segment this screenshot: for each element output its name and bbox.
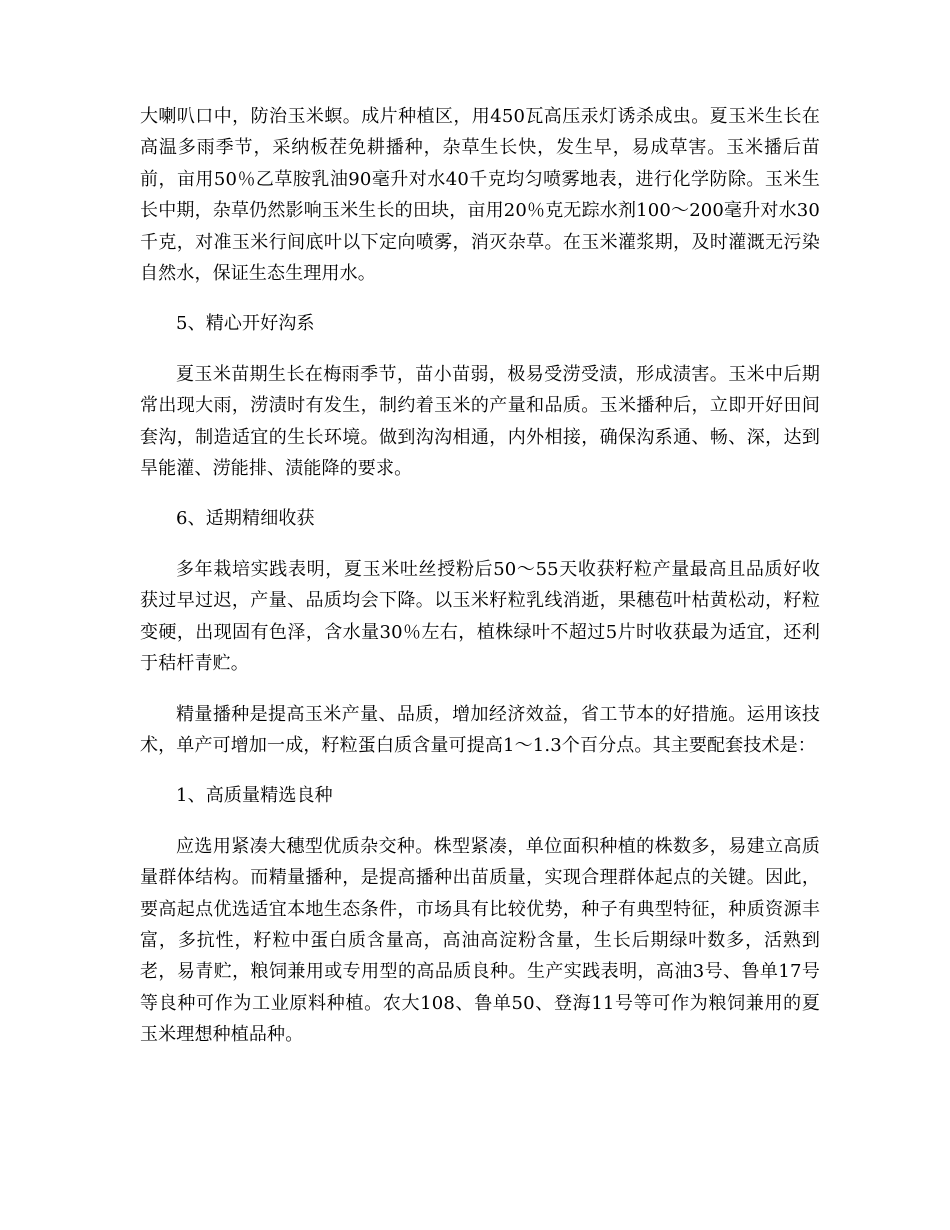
document-body: [140, 101, 820, 1070]
heading-harvest: 6、适期精细收获: [176, 508, 315, 530]
paragraph-precision-sowing: 精量播种是提高玉米产量、品质，增加经济效益，省工节本的好措施。运用该技术，单产可增加一成，籽粒蛋白质含量可提高1～1.3个百分点。其主要配套技术是：: [140, 703, 820, 756]
heading-variety-selection: 1、高质量精选良种: [176, 785, 333, 807]
heading-ditch-system: 5、精心开好沟系: [176, 313, 315, 335]
paragraph-variety-selection: 应选用紧凑大穗型优质杂交种。株型紧凑，单位面积种植的株数多，易建立高质量群体结构。而精量播种，是提高播种出苗质量，实现合理群体起点的关键。因此，要高起点优选适宜本地生态条件，市场具有比较优势，种子有典型特征，种质资源丰富，多抗性，籽粒中蛋白质含量高，高油高淀粉含量，生长后期绿叶数多，活熟到老，易青贮，粮饲兼用或专用型的高品质良种。生产实践表明，高油3号、鲁单17号等良种可作为工业原料种植。农大108、鲁单50、登海11号等可作为粮饲兼用的夏玉米理想种植品种。: [140, 835, 820, 1046]
paragraph-harvest-timing: 多年栽培实践表明，夏玉米吐丝授粉后50～55天收获籽粒产量最高且品质好收获过早过迟，产量、品质均会下降。以玉米籽粒乳线消逝，果穗苞叶枯黄松动，籽粒变硬，出现固有色泽，含水量30％左右，植株绿叶不超过5片时收获最为适宜，还利于秸杆青贮。: [140, 558, 820, 675]
paragraph-ditch-system: 夏玉米苗期生长在梅雨季节，苗小苗弱，极易受涝受渍，形成渍害。玉米中后期常出现大雨，涝渍时有发生，制约着玉米的产量和品质。玉米播种后，立即开好田间套沟，制造适宜的生长环境。做到沟沟相通，内外相接，确保沟系通、畅、深，达到旱能灌、涝能排、渍能降的要求。: [140, 363, 820, 480]
paragraph-pest-weed-control: 大喇叭口中，防治玉米螟。成片种植区，用450瓦高压汞灯诱杀成虫。夏玉米生长在高温多雨季节，采纳板茬免耕播种，杂草生长快，发生早，易成草害。玉米播后苗前，亩用50％乙草胺乳油90毫升对水40千克均匀喷雾地表，进行化学防除。玉米生长中期，杂草仍然影响玉米生长的田块，亩用20％克无踪水剂100～200毫升对水30千克，对准玉米行间底叶以下定向喷雾，消灭杂草。在玉米灌浆期，及时灌溉无污染自然水，保证生态生理用水。: [140, 106, 820, 285]
